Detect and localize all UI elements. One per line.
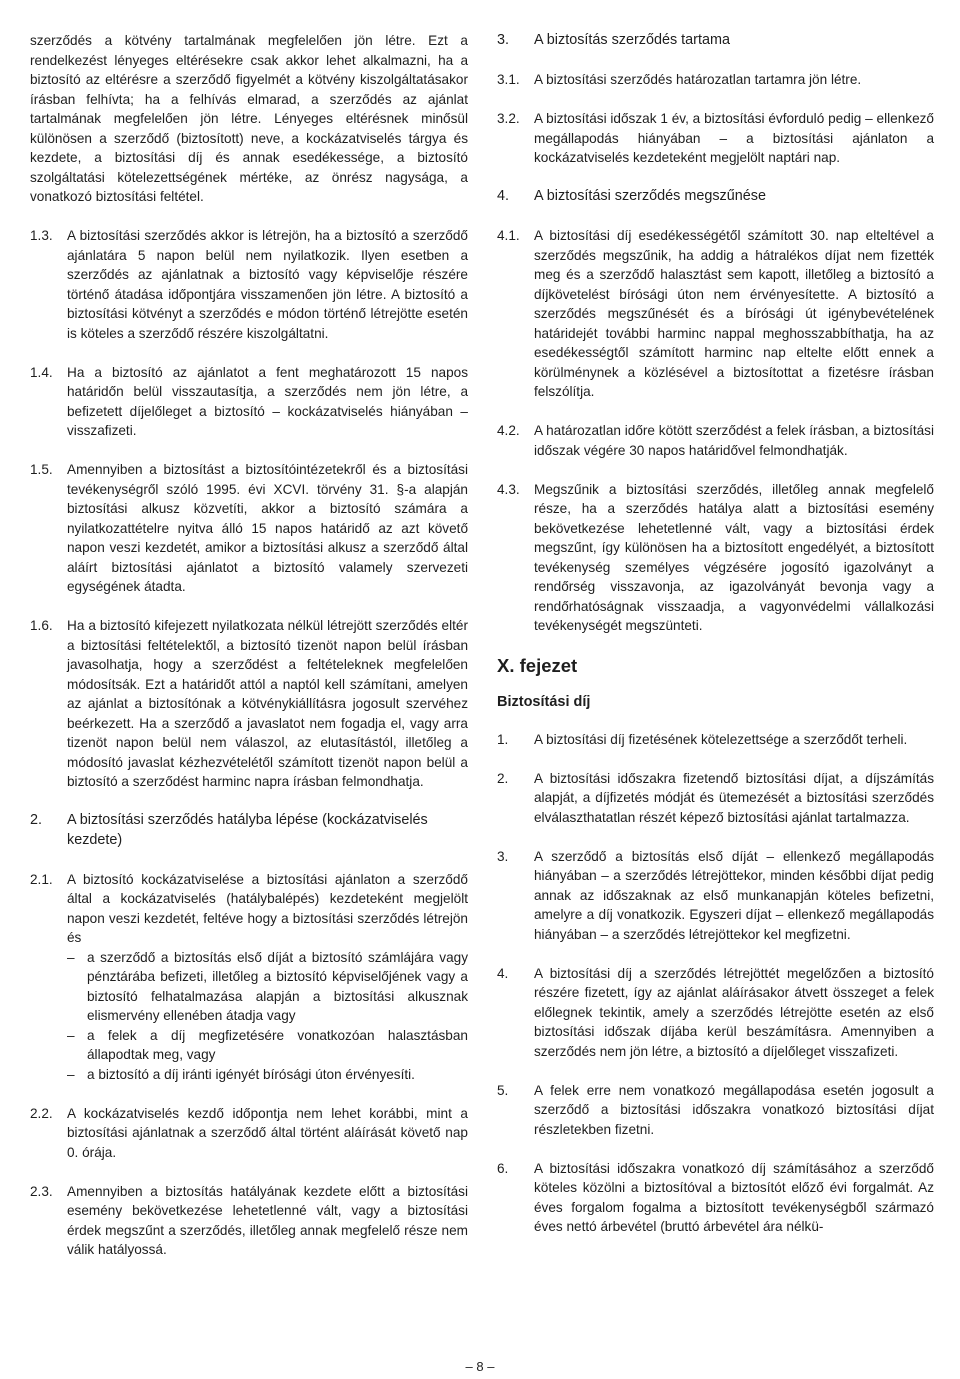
section-number: 2.2. bbox=[30, 1105, 53, 1121]
heading-text: A biztosítási szerződés megszűnése bbox=[534, 188, 766, 204]
heading-text: A biztosítási szerződés hatályba lépése (kockázatviselés kezdete) bbox=[67, 812, 428, 848]
section-number: 1.4. bbox=[30, 364, 53, 380]
section-number: 3.2. bbox=[497, 111, 520, 126]
premium-item-5 bbox=[497, 1081, 934, 1140]
heading-4 bbox=[497, 187, 934, 207]
dash-text: a felek a díj megfizetésére vonatkozóan halasztásban állapodtak meg, vagy bbox=[87, 1027, 468, 1062]
heading-number: 2. bbox=[30, 812, 43, 828]
section-number: 1.6. bbox=[30, 618, 53, 633]
dash-bullet: – bbox=[67, 1066, 75, 1082]
section-text: A biztosítási szerződés határozatlan tartamra jön létre. bbox=[534, 72, 862, 87]
page-number: – 8 – bbox=[465, 1359, 495, 1374]
section-text: Amennyiben a biztosítást a biztosítóintézetekről és a biztosítási tevékenységről szóló 1995. évi XCVI. törvény 31. §-a alapján biztosítási alkusz közvetíti, akkor a biztosító számára a nyilatkozattételre nyitva álló 15 napos határidő az azt követő napon veszi kezdetét, amikor a biztosítási alkusz a szerződő által aláírt biztosítási ajánlatot a biztosító valamely szervezeti egységének átadta. bbox=[67, 462, 468, 594]
section-number: 2.1. bbox=[30, 871, 53, 887]
premium-item-1 bbox=[497, 730, 934, 750]
item-text: A biztosítási időszakra fizetendő biztosítási díjat, a díjszámítás alapját, a díjfizetés módját és ütemezését a biztosítási szerződés elválaszthatatlan részét képező biztosítási ajánlat tartalmazza. bbox=[534, 770, 934, 825]
section-3-1 bbox=[497, 70, 934, 90]
premium-item-3 bbox=[497, 847, 934, 945]
section-4-2 bbox=[497, 421, 934, 460]
item-number: 1. bbox=[497, 731, 509, 747]
heading-number: 4. bbox=[497, 188, 510, 204]
heading-2 bbox=[30, 811, 468, 850]
item-number: 3. bbox=[497, 848, 509, 864]
item-number: 6. bbox=[497, 1160, 509, 1176]
dash-text: a szerződő a biztosítás első díját a biztosító számlájára vagy pénztárába befizeti, illetőleg a biztosító képviselőjének vagy a biztosító felhatalmazása alapján a biztosítási alkusznak elismervény ellenében átadja vagy bbox=[87, 949, 468, 1023]
section-number: 4.2. bbox=[497, 423, 520, 438]
section-1-5 bbox=[30, 460, 468, 597]
item-number: 4. bbox=[497, 965, 509, 981]
section-number: 3.1. bbox=[497, 72, 520, 87]
section-number: 1.3. bbox=[30, 228, 53, 243]
section-number: 4.3. bbox=[497, 481, 520, 497]
chapter-subtitle: Biztosítási díj bbox=[497, 694, 591, 710]
item-text: A biztosítási időszakra vonatkozó díj számításához a szerződő köteles közölni a biztosítóval a biztosítót előző évi forgalmát. Az éves forgalom fogalma a biztosított tevékenységből származó éves nettó árbevétel (bruttó árbevétel ára nélkü- bbox=[534, 1160, 934, 1234]
premium-item-6 bbox=[497, 1159, 934, 1237]
item-text: A biztosítási díj fizetésének kötelezettsége a szerződőt terheli. bbox=[534, 731, 908, 747]
section-1-6 bbox=[30, 616, 468, 792]
item-text: A biztosítási díj a szerződés létrejöttét megelőzően a biztosító részére fizetett, így az ajánlat aláírásakor átvett összeget a felek előlegnek tekintik, amely a szerződés létrejötte esetén az első biztosítási időszak díjába kerül beszámításra. Amennyiben a szerződés nem jön létre, a biztosító a díjelőleget visszafizeti. bbox=[534, 965, 934, 1059]
section-text: A biztosítási időszak 1 év, a biztosítási évforduló pedig – ellenkező megállapodás hiányában – a biztosítási ajánlaton a kockázatviselés kezdeteként megjelölt naptári nap. bbox=[534, 111, 934, 165]
section-text: A biztosítási szerződés akkor is létrejön, ha a biztosító a szerződő ajánlatára 5 napon belül nem nyilatkozik. Ilyen esetben a szerződés az ajánlatnak a biztosító vagy képviselője részére történő átadása időpontjára visszamenően jön létre. A biztosító a biztosítási kötvényt a szerződés e módon történő létrejötte esetén is köteles a szerződő részére kiszolgáltatni. bbox=[67, 228, 468, 341]
dash-bullet: – bbox=[67, 1027, 75, 1043]
intro-paragraph: szerződés a kötvény tartalmának megfelelően jön létre. Ezt a rendelkezést lényeges eltérésekre csak akkor lehet alkalmazni, ha a biztosító az eltérésre a szerződő figyelmét a kötvény kiszolgáltatásakor írásban felhívta; ha a felhívás elmarad, a szerződés az ajánlat tartalmának megfelelően jön létre. Lényeges eltérésnek minősül különösen a szerződő (biztosított) neve, a kockázatviselés tárgya és kezdete, a biztosítási díj és annak esedékessége, a biztosító szolgáltatási kötelezettségének mértéke, az önrész nagysága, a vonatkozó biztosítási feltétel. bbox=[30, 33, 468, 204]
dash-text: a biztosító a díj iránti igényét bírósági úton érvényesíti. bbox=[87, 1066, 415, 1082]
section-number: 2.3. bbox=[30, 1183, 53, 1199]
section-text: A biztosító kockázatviselése a biztosítási ajánlaton a szerződő által a kockázatviselés (hatálybalépés) kezdeteként megjelölt napon veszi kezdetét, feltéve hogy a biztosítási szerződés létrejön és bbox=[67, 871, 468, 945]
section-text: Megszűnik a biztosítási szerződés, illetőleg annak megfelelő része, ha a szerződés hatálya alatt a biztosítási esemény bekövetkezése lehetetlenné vált, vagy a biztosítási érdek megszűnt, így különösen ha a biztosított engedélyét, a biztosított tevékenység személyes végzésére jogosító igazolványt a rendőrség visszavonja, az igazolványát bevonja vagy a rendőrhatóságnak visszaadja, a vagyonvédelmi vállalkozási tevékenységét megszünteti. bbox=[534, 481, 934, 633]
section-number: 4.1. bbox=[497, 228, 520, 243]
section-text: Ha a biztosító kifejezett nyilatkozata nélkül létrejött szerződés eltér a biztosítási feltételektől, a biztosító tizenöt napon belül írásban javasolhatja, hogy a szerződést a feltételeknek megfelelően módosítsák. Ezt a határidőt attól a naptól kell számítani, amelyen az ajánlat a biztosítónak a kötvénykiállításra jogosult szervéhez beérkezett. Ha a szerződő a javaslatot nem fogadja el, vagy arra tizenöt napon belül nem válaszol, az elutasítástól, illetőleg a módosító javaslat kézhezvételétől számított tizenöt napon belül a biztosító a szerződést harminc napra írásban felmondhatja. bbox=[67, 618, 468, 789]
section-text: A határozatlan időre kötött szerződést a felek írásban, a biztosítási időszak végére 30 napos határidővel felmondhatják. bbox=[534, 423, 934, 458]
dash-item bbox=[67, 1065, 468, 1085]
section-text: A kockázatviselés kezdő időpontja nem lehet korábbi, mint a biztosítási ajánlatnak a szerződő által történt aláírását követő nap 0. órája. bbox=[67, 1105, 468, 1160]
section-1-4 bbox=[30, 363, 468, 441]
section-number: 1.5. bbox=[30, 462, 53, 477]
section-2-1 bbox=[30, 870, 468, 1085]
item-number: 2. bbox=[497, 770, 509, 786]
premium-item-2 bbox=[497, 769, 934, 828]
dash-item bbox=[67, 1026, 468, 1065]
section-text: Amennyiben a biztosítás hatályának kezdete előtt a biztosítási esemény bekövetkezése lehetetlenné vált, vagy a biztosítási érdek megszűnt a szerződés, illetőleg annak megfelelő része nem válik hatályossá. bbox=[67, 1183, 468, 1257]
section-text: Ha a biztosító az ajánlatot a fent meghatározott 15 napos határidőn belül visszautasítja, a szerződés nem jön létre, a befizetett díjelőleget a biztosító – kockázatviselés hiányában – visszafizeti. bbox=[67, 364, 468, 438]
heading-text: A biztosítás szerződés tartama bbox=[534, 32, 730, 48]
section-3-2 bbox=[497, 109, 934, 168]
heading-number: 3. bbox=[497, 32, 510, 48]
item-text: A felek erre nem vonatkozó megállapodása esetén jogosult a szerződő a biztosítási időszakra vonatkozó biztosítási díjat részletekben fizetni. bbox=[534, 1082, 934, 1137]
section-1-3 bbox=[30, 226, 468, 343]
section-body bbox=[67, 870, 468, 1085]
chapter-title: X. fejezet bbox=[497, 655, 578, 676]
dash-bullet: – bbox=[67, 949, 75, 965]
left-column bbox=[30, 31, 468, 1279]
right-column bbox=[497, 31, 934, 1256]
section-2-2 bbox=[30, 1104, 468, 1163]
dash-item bbox=[67, 948, 468, 1026]
item-text: A szerződő a biztosítás első díját – ellenkező megállapodás hiányában – a szerződés létrejöttekor, minden későbbi díjat pedig annak az időszaknak az első munkanapján köteles befizetni, amelyre a díj vonatkozik. Egyszeri díjat – ellenkező megállapodás hiányában – a szerződés létrejöttekor kel megfizetni. bbox=[534, 848, 934, 942]
section-4-3 bbox=[497, 480, 934, 636]
section-4-1 bbox=[497, 226, 934, 402]
section-text: A biztosítási díj esedékességétől számított 30. nap elteltével a szerződés megszűnik, ha addig a hátralékos díjat nem fizették meg és a szerződő halasztást sem kapott, illetőleg a biztosító a díjkövetelést bírósági úton nem érvényesítette. A biztosító a szerződés megszűnését és a bírósági út igénybevételének határidejét további harminc nappal meghosszabbíthatja, ha az esedékességtől számított harminc nap eltelte előtt ennek a körülménynek a közlésével a biztosítottat a fizetésre írásban felszólítja. bbox=[534, 228, 934, 399]
section-2-3 bbox=[30, 1182, 468, 1260]
item-number: 5. bbox=[497, 1082, 509, 1098]
heading-3 bbox=[497, 31, 934, 51]
premium-item-4 bbox=[497, 964, 934, 1062]
